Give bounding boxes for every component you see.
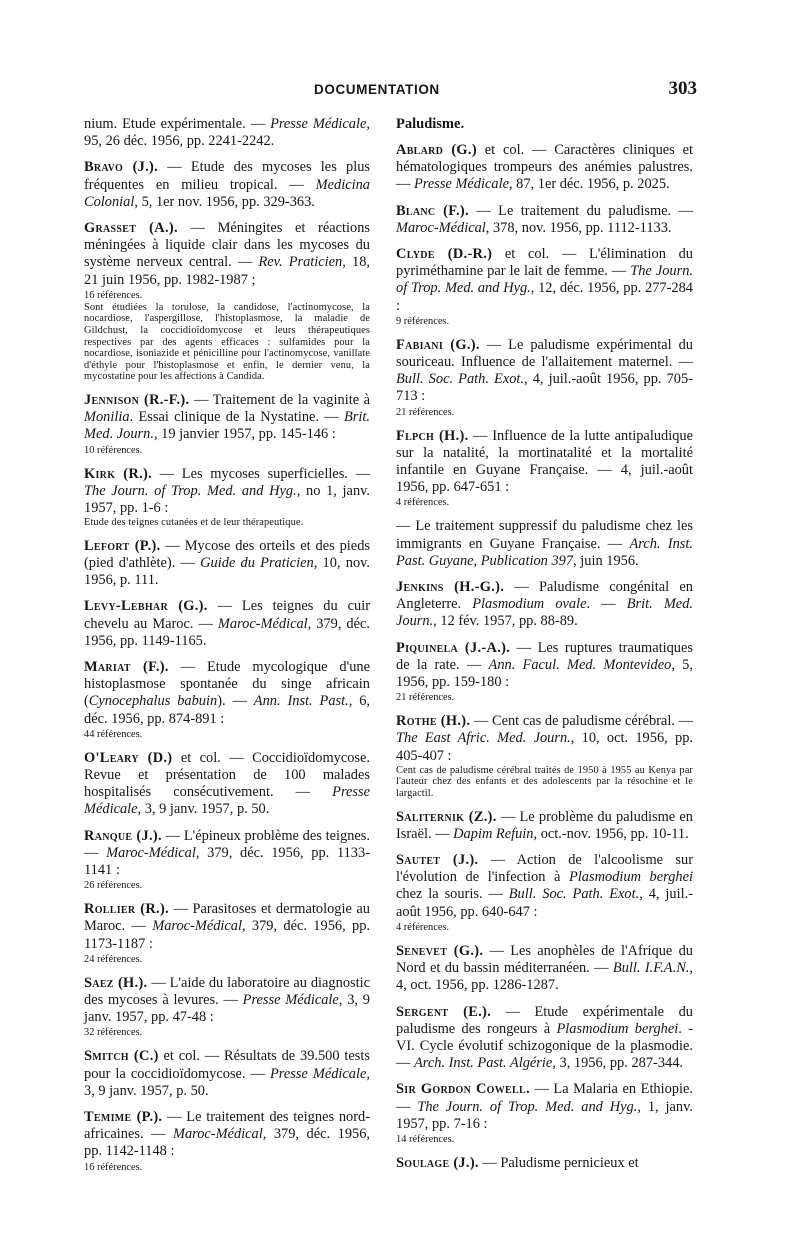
bibliography-entry [84, 220, 370, 383]
entry-text: — Mycose des orteils et des pieds (pied d'athlète). — [84, 537, 370, 571]
entry-text: , 379, déc. 1956, pp. 1173-1187 : [84, 918, 370, 952]
bibliography-entry [396, 713, 693, 799]
publication-title: Maroc-Médical [396, 219, 486, 236]
author-name: Jennison (R.-F.). [84, 391, 190, 408]
bibliography-entry [396, 142, 693, 194]
reference-count: 16 références. [84, 1161, 143, 1173]
publication-title: The Journ. of Trop. Med. and Hyg. [84, 482, 297, 499]
entry-text: , 18, 21 juin 1956, pp. 1982-1987 ; [84, 254, 370, 288]
entry-text: — Paludisme pernicieux et [478, 1154, 639, 1171]
reference-count: 26 références. [84, 880, 143, 892]
running-title: DOCUMENTATION [314, 82, 440, 97]
running-header [0, 78, 800, 104]
bibliography-entry [396, 1081, 693, 1146]
publication-title: Ann. Facul. Med. Montevideo [488, 656, 672, 673]
reference-count: 4 références. [396, 497, 450, 509]
bibliography-entry [84, 466, 370, 529]
entry-text: — Les ruptures traumatiques de la rate. — [396, 639, 693, 673]
bibliography-entry [84, 538, 370, 590]
entry-text: — Le problème du paludisme en Israël. — [396, 808, 693, 842]
entry-text: — Le traitement des teignes nord-africaines. — [84, 1109, 371, 1143]
entry-text: — Les teignes du cuir chevelu au Maroc. — [84, 598, 370, 632]
entry-text: , 379, déc. 1956, pp. 1142-1148 : [84, 1126, 371, 1160]
entry-text: , 10, nov. 1956, p. 111. [84, 555, 370, 589]
bibliography-entry [84, 598, 370, 650]
publication-title: Presse Médicale [269, 1065, 367, 1082]
reference-count: 4 références. [396, 921, 450, 933]
entry-text: — Le traitement suppressif du paludisme chez les immigrants en Guyane Française. — [396, 518, 693, 552]
abstract-note: Sont étudiées la torulose, la candidose, l'actinomycose, la nocardiose, l'aspergillose, l'histoplasmose, la maladie de Gildchust, la coccidioïdomycose et leurs thérapeutiques respectives par des agents efficaces : sulfamides pour la nocardiose, isoniazide et pénicilline pour l'actinomycose, vanillate d'éthyle pour l'histoplasmose et enfin, le dernier venu, la mycostatine pour les affections à Candida. [84, 301, 370, 383]
publication-title: The Journ. of Trop. Med. and Hyg. [417, 1098, 638, 1115]
entry-text: , 10, oct. 1956, pp. 405-407 : [396, 730, 693, 764]
bibliography-entry [84, 392, 370, 457]
author-name: O'Leary (D.) [84, 749, 173, 766]
entry-text: — Les anophèles de l'Afrique du Nord et du bassin méditerranéen. — [396, 942, 693, 977]
publication-title: Maroc-Médical [217, 615, 308, 632]
publication-title: Brit. Med. Journ. [84, 409, 370, 443]
author-name: Piquinela (J.-A.). [396, 639, 511, 656]
author-name: Flpch (H.). [396, 427, 469, 444]
publication-title: Monilia [84, 409, 130, 426]
entry-text: chez la souris. — [396, 886, 509, 903]
bibliography-entry [396, 809, 693, 843]
entry-text: , 12, déc. 1956, pp. 277-284 : [396, 280, 693, 314]
entry-text: — Action de l'alcoolisme sur l'évolution de l'infection à [396, 852, 693, 886]
publication-title: The Journ. of Trop. Med. and Hyg. [396, 263, 694, 297]
reference-count: 44 références. [84, 728, 143, 740]
bibliography-entry [84, 975, 370, 1040]
entry-text: , 3, 9 janv. 1957, p. 50. [84, 1065, 370, 1099]
author-name: Kirk (R.). [84, 465, 152, 482]
entry-text: , 87, 1er déc. 1956, p. 2025. [508, 176, 670, 193]
publication-title: Plasmodium berghei [556, 1020, 679, 1037]
entry-text: — Etude mycologique d'une histoplasmose spontanée du singe africain ( [84, 659, 370, 710]
section-title: Paludisme. [396, 116, 465, 132]
bibliography-entry [396, 337, 693, 419]
reference-count: 14 références. [396, 1133, 455, 1145]
author-name: Bravo (J.). [84, 159, 159, 176]
publication-title: Presse Médicale [414, 176, 509, 193]
author-name: Clyde (D.-R.) [396, 246, 493, 263]
entry-text: , 4, juil.-août 1956, pp. 705-713 : [396, 371, 693, 405]
author-name: Smitch (C.) [84, 1048, 159, 1065]
entry-text: , 5, 1er nov. 1956, pp. 329-363. [134, 193, 315, 210]
publication-title: Maroc-Médical [106, 844, 196, 861]
right-entries [396, 142, 693, 1172]
entry-text: — Les mycoses superficielles. — [151, 465, 371, 482]
reference-count: 9 références. [396, 315, 450, 327]
author-name: Mariat (F.). [84, 659, 169, 676]
author-name: Ablard (G.) [396, 142, 477, 158]
entry-text: . - VI. Cycle évolutif schizogonique de la plasmodie. — [396, 1020, 693, 1072]
author-name: Saez (H.). [84, 974, 148, 991]
entry-text: , 19 janvier 1957, pp. 145-146 : [153, 426, 336, 443]
entry-text: — Cent cas de paludisme cérébral. — [470, 713, 693, 730]
author-name: Saliternik (Z.). [396, 808, 497, 825]
entry-text: , 6, déc. 1956, pp. 874-891 : [84, 693, 371, 727]
entry-text: , 378, nov. 1956, pp. 1112-1133. [485, 219, 672, 236]
bibliography-entry [84, 659, 370, 741]
entry-text: — Influence de la lutte antipaludique sur la natalité, la mortinatalité et la mortalité infantile en Guyane Française. — 4, juil.-août 1956, pp. 647-651 : [396, 427, 693, 496]
author-name: Sautet (J.). [396, 852, 479, 869]
right-column [396, 116, 693, 1181]
publication-title: Bull. Soc. Path. Exot. [508, 886, 640, 903]
reference-count: 21 références. [396, 692, 455, 704]
bibliography-entry [396, 1004, 693, 1073]
entry-text: , no 1, janv. 1957, pp. 1-6 : [84, 482, 370, 516]
entry-text: , oct.-nov. 1956, pp. 10-11. [533, 825, 689, 842]
entry-text: ). — [217, 693, 254, 710]
entry-text: , 12 fév. 1957, pp. 88-89. [433, 613, 578, 630]
bibliography-entry [396, 640, 693, 705]
entry-text: , 3, 9 janv. 1957, p. 50. [137, 801, 270, 818]
entry-text: — Parasitoses et dermatologie au Maroc. — [84, 901, 370, 935]
author-name: Temime (P.). [84, 1109, 163, 1126]
entry-text: — L'aide du laboratoire au diagnostic des mycoses à levures. — [84, 974, 370, 1009]
author-name: Levy-Lebhar (G.). [84, 598, 208, 615]
reference-count: 16 références. [84, 289, 143, 301]
publication-title: Rev. Praticien [258, 254, 343, 271]
bibliography-entry [84, 116, 370, 150]
bibliography-entry [84, 1048, 370, 1100]
bibliography-entry [396, 518, 693, 570]
publication-title: Medicina Colonial [84, 176, 370, 210]
entry-text: — Le paludisme expérimental du souriceau. Influence de l'allaitement maternel. — [396, 336, 693, 371]
publication-title: Ann. Inst. Past. [253, 693, 349, 710]
author-name: Grasset (A.). [84, 220, 178, 237]
entry-text: , 3, 1956, pp. 287-344. [552, 1055, 684, 1072]
left-column [84, 116, 370, 1183]
bibliography-entry [396, 203, 693, 237]
bibliography-entry [396, 852, 693, 934]
entry-text: — Paludisme congénital en Angleterre. [396, 579, 694, 613]
author-name: Sergent (E.). [396, 1003, 492, 1020]
publication-title: Brit. Med. Journ. [396, 596, 693, 630]
entry-text: , 5, 1956, pp. 159-180 : [396, 656, 693, 691]
publication-title: Presse Médicale [270, 116, 367, 132]
author-name: Lefort (P.). [84, 537, 161, 554]
bibliography-entry [84, 901, 370, 966]
publication-title: Plasmodium ovale [472, 596, 587, 613]
author-name: Sir Gordon Cowell. [396, 1081, 530, 1098]
publication-title: Maroc-Médical [172, 1126, 263, 1143]
author-name: Blanc (F.). [396, 202, 469, 219]
publication-title: Bull. I.F.A.N. [612, 960, 690, 977]
entry-text: , 379, déc. 1956, pp. 1133-1141 : [84, 844, 370, 879]
publication-title: Cynocephalus babuin [88, 693, 218, 710]
publication-title: Bull. Soc. Path. Exot. [396, 371, 524, 388]
bibliography-entry [84, 159, 370, 211]
entry-text: — L'épineux problème des teignes. — [84, 827, 371, 861]
publication-title: Maroc-Médical [152, 918, 242, 935]
entry-text: nium. Etude expérimentale. — [84, 116, 271, 132]
author-name: Jenkins (H.-G.). [396, 579, 505, 596]
entry-text: , 1, janv. 1957, pp. 7-16 : [396, 1098, 693, 1132]
reference-count: 21 références. [396, 406, 455, 418]
author-name: Ranque (J.). [84, 827, 162, 844]
publication-title: The East Afric. Med. Journ. [396, 730, 571, 747]
entry-text: — Le traitement du paludisme. — [468, 202, 693, 219]
author-name: Soulage (J.). [396, 1154, 479, 1171]
bibliography-entry [84, 828, 370, 893]
publication-title: Guide du Praticien [200, 555, 314, 571]
bibliography-entry [84, 750, 370, 819]
entry-text: et col. — Coccidioïdomycose. Revue et présentation de 100 malades hospitalisés consécutivement. — [84, 749, 370, 801]
entry-text: et col. — Résultats de 39.500 tests pour la coccidioïdomycose. — [84, 1048, 370, 1082]
entry-text: — Etude des mycoses les plus fréquentes en milieu tropical. — [84, 159, 370, 193]
entry-text: et col. — L'élimination du pyriméthamine par le lait de femme. — [396, 246, 693, 280]
publication-title: Arch. Inst. Past. Algérie [414, 1055, 553, 1072]
entry-text: , 4, oct. 1956, pp. 1286-1287. [396, 960, 694, 994]
bibliography-entry [84, 1109, 370, 1174]
bibliography-entry [396, 428, 693, 510]
author-name: Rollier (R.). [84, 901, 169, 918]
entry-text: , 379, déc. 1956, pp. 1149-1165. [84, 615, 371, 649]
entry-text: . Essai clinique de la Nystatine. — [129, 409, 344, 426]
author-name: Fabiani (G.). [396, 336, 480, 353]
reference-count: 24 références. [84, 953, 143, 965]
publication-title: Dapim Refuin [453, 825, 534, 842]
abstract-note: Cent cas de paludisme cérébral traités de 1950 à 1955 au Kenya par l'auteur chez des enfants et des adolescents par la résochine et le largactil. [396, 764, 693, 800]
entry-text: — Méningites et réactions méningées à liquide clair dans les mycoses du système nerveux central. — [84, 220, 370, 271]
bibliography-entry [396, 1155, 693, 1172]
publication-title: Presse Médicale [84, 784, 370, 818]
entry-text: , 95, 26 déc. 1956, pp. 2241-2242. [84, 116, 370, 150]
page-number: 303 [668, 78, 697, 99]
entry-text: , 3, 9 janv. 1957, pp. 47-48 : [84, 992, 371, 1026]
entry-text: . — [586, 596, 627, 613]
abstract-note: Etude des teignes cutanées et de leur thérapeutique. [84, 517, 304, 529]
entry-text: , 4, juil.-août 1956, pp. 640-647 : [396, 886, 693, 920]
publication-title: Arch. Inst. Past. Guyane, Publication 397 [396, 535, 693, 569]
author-name: Senevet (G.). [396, 942, 484, 959]
publication-title: Plasmodium berghei [569, 869, 693, 886]
bibliography-entry [396, 246, 693, 328]
entry-text: et col. — Caractères cliniques et hématologiques trompeurs des anémies palustres. — [396, 142, 693, 193]
entry-text: — La Malaria en Ethiopie. — [396, 1081, 694, 1115]
bibliography-entry [396, 579, 693, 631]
entry-text: — Traitement de la vaginite à [189, 391, 370, 408]
publication-title: Presse Médicale [242, 992, 339, 1009]
bibliography-entry [396, 943, 693, 995]
reference-count: 10 références. [84, 444, 143, 456]
reference-count: 32 références. [84, 1027, 143, 1039]
author-name: Rothe (H.). [396, 713, 471, 730]
entry-text: — Etude expérimentale du paludisme des rongeurs à [396, 1003, 693, 1037]
entry-text: , juin 1956. [573, 552, 639, 569]
